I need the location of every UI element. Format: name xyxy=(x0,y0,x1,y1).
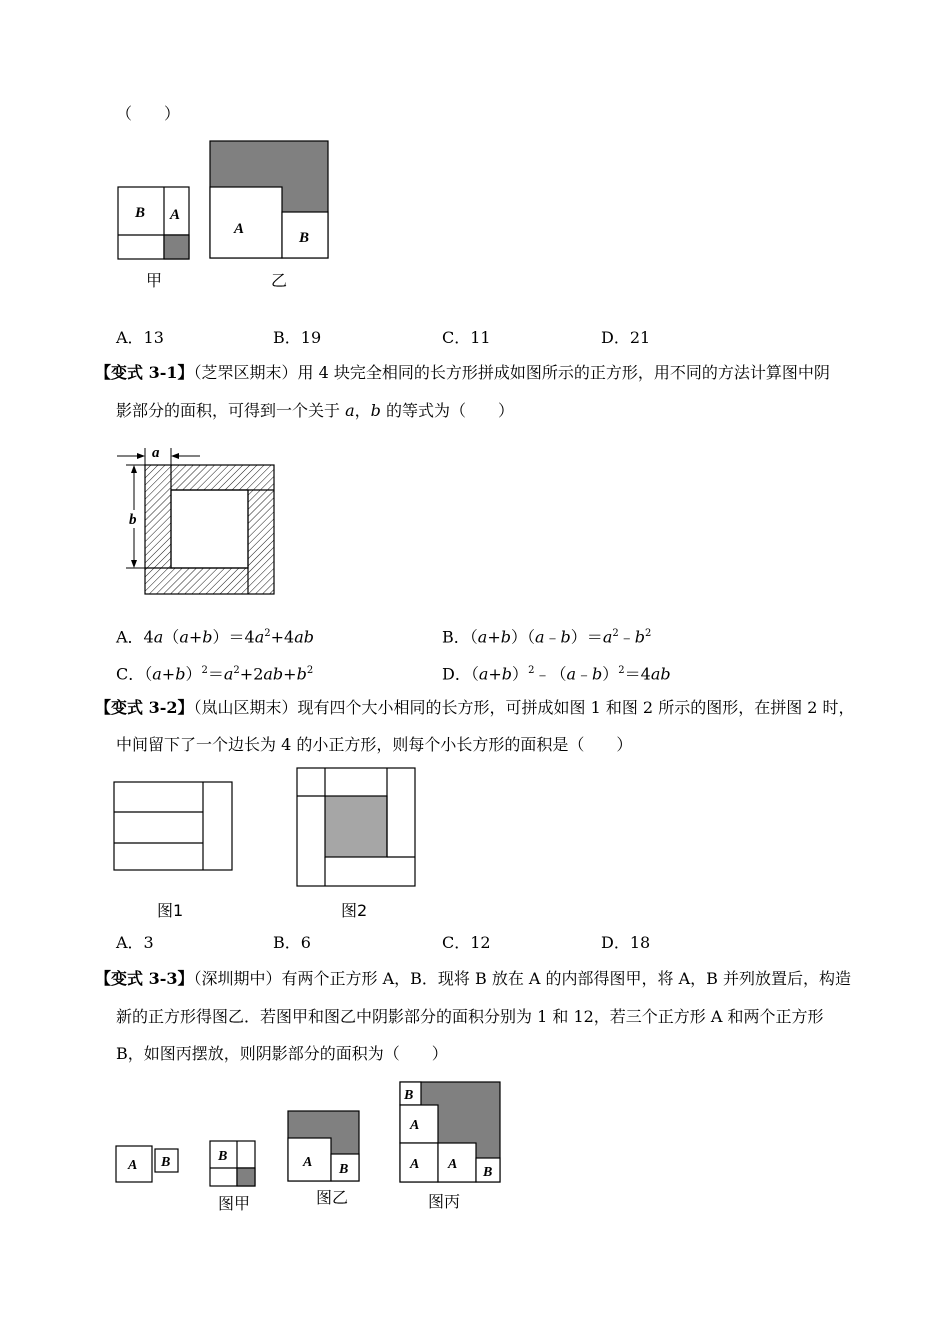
q31-option-d: D．$(a+b)^2﹣(a﹣b)^2=4ab$ xyxy=(442,664,671,684)
sq-label-b: B xyxy=(161,1155,171,1170)
dim-label-a: a xyxy=(152,445,160,461)
q33-tag: 【变式 3-3】 xyxy=(95,969,194,988)
fig2-center-square xyxy=(325,796,387,857)
fig-yi-caption: 乙 xyxy=(271,271,288,290)
q33-text-line2: 新的正方形得图乙．若图甲和图乙中阴影部分的面积分别为 1 和 12，若三个正方形 A 和两个正方形 xyxy=(116,1007,824,1026)
fig2-caption: 图2 xyxy=(341,901,368,920)
q33-yi-label-a: A xyxy=(303,1155,313,1170)
q31-option-b: B．$(a+b)(a﹣b)=a^2﹣b^2$ xyxy=(442,627,652,647)
jia-label-a: A xyxy=(170,207,181,223)
q31-option-a: A．$4a(a+b)=4a^2+4ab$ xyxy=(116,627,314,647)
q33-cap-yi: 图乙 xyxy=(316,1188,349,1207)
bing-label-b-bottom: B xyxy=(483,1165,493,1180)
jia-label-b: B xyxy=(135,205,146,221)
q33-jia-label-b: B xyxy=(218,1149,228,1164)
q32-text-line1: 【变式 3-2】（岚山区期末）现有四个大小相同的长方形，可拼成如图 1 和图 2 所示的图形，在拼图 2 时， xyxy=(95,698,855,717)
q31-text-line1: 【变式 3-1】（芝罘区期末）用 4 块完全相同的长方形拼成如图所示的正方形，用不同的方法计算图中阴 xyxy=(95,363,830,382)
figure-q33-jia xyxy=(210,1141,255,1186)
fig-jia-caption: 甲 xyxy=(146,271,163,290)
top-option-a: A．13 xyxy=(116,328,164,347)
q32-option-c: C．12 xyxy=(442,933,491,952)
q31-tag: 【变式 3-1】 xyxy=(95,363,194,382)
dim-label-b: b xyxy=(129,512,137,528)
figure-q33-yi xyxy=(288,1111,359,1181)
sq-label-a: A xyxy=(128,1158,138,1173)
q32-option-a: A．3 xyxy=(116,933,154,952)
fig1-caption: 图1 xyxy=(157,901,184,920)
jia-shaded-square xyxy=(164,235,189,259)
bing-label-a-right: A xyxy=(448,1157,458,1172)
bing-label-b-top: B xyxy=(404,1088,414,1103)
q33-text-line1: 【变式 3-3】（深圳期中）有两个正方形 A，B．现将 B 放在 A 的内部得图甲，将 A，B 并列放置后，构造 xyxy=(95,969,852,988)
q31-text-line2: 影部分的面积，可得到一个关于 a，b 的等式为（ ） xyxy=(116,401,514,420)
bing-label-a-left: A xyxy=(410,1157,420,1172)
q31-option-c: C．$(a+b)^2=a^2+2ab+b^2$ xyxy=(116,664,314,684)
q32-option-b: B．6 xyxy=(273,933,311,952)
answer-paren: （ ） xyxy=(116,104,181,123)
figure-yi xyxy=(210,141,328,258)
yi-label-b: B xyxy=(299,230,310,246)
bing-label-a-mid: A xyxy=(410,1118,420,1133)
top-option-d: D．21 xyxy=(601,328,651,347)
q33-figures xyxy=(110,1078,510,1188)
q32-figures xyxy=(110,765,430,890)
q33-text-line3: B，如图丙摆放，则阴影部分的面积为（ ） xyxy=(116,1044,448,1063)
q33-yi-label-b: B xyxy=(339,1162,349,1177)
q32-text-line2: 中间留下了一个边长为 4 的小正方形，则每个小长方形的面积是（ ） xyxy=(116,735,633,754)
yi-label-a: A xyxy=(234,221,245,237)
top-figures xyxy=(110,135,340,295)
figure-jia xyxy=(118,187,189,259)
q33-cap-bing: 图丙 xyxy=(428,1192,461,1211)
figure-1 xyxy=(114,782,232,870)
figure-q33-bing xyxy=(400,1082,500,1182)
hatched-square-figure xyxy=(112,440,284,600)
q32-option-d: D．18 xyxy=(601,933,651,952)
top-option-b: B．19 xyxy=(273,328,322,347)
q32-tag: 【变式 3-2】 xyxy=(95,698,194,717)
q33-cap-jia: 图甲 xyxy=(218,1194,251,1213)
figure-2 xyxy=(297,768,415,886)
top-option-c: C．11 xyxy=(442,328,491,347)
squares-a-b xyxy=(116,1146,178,1182)
